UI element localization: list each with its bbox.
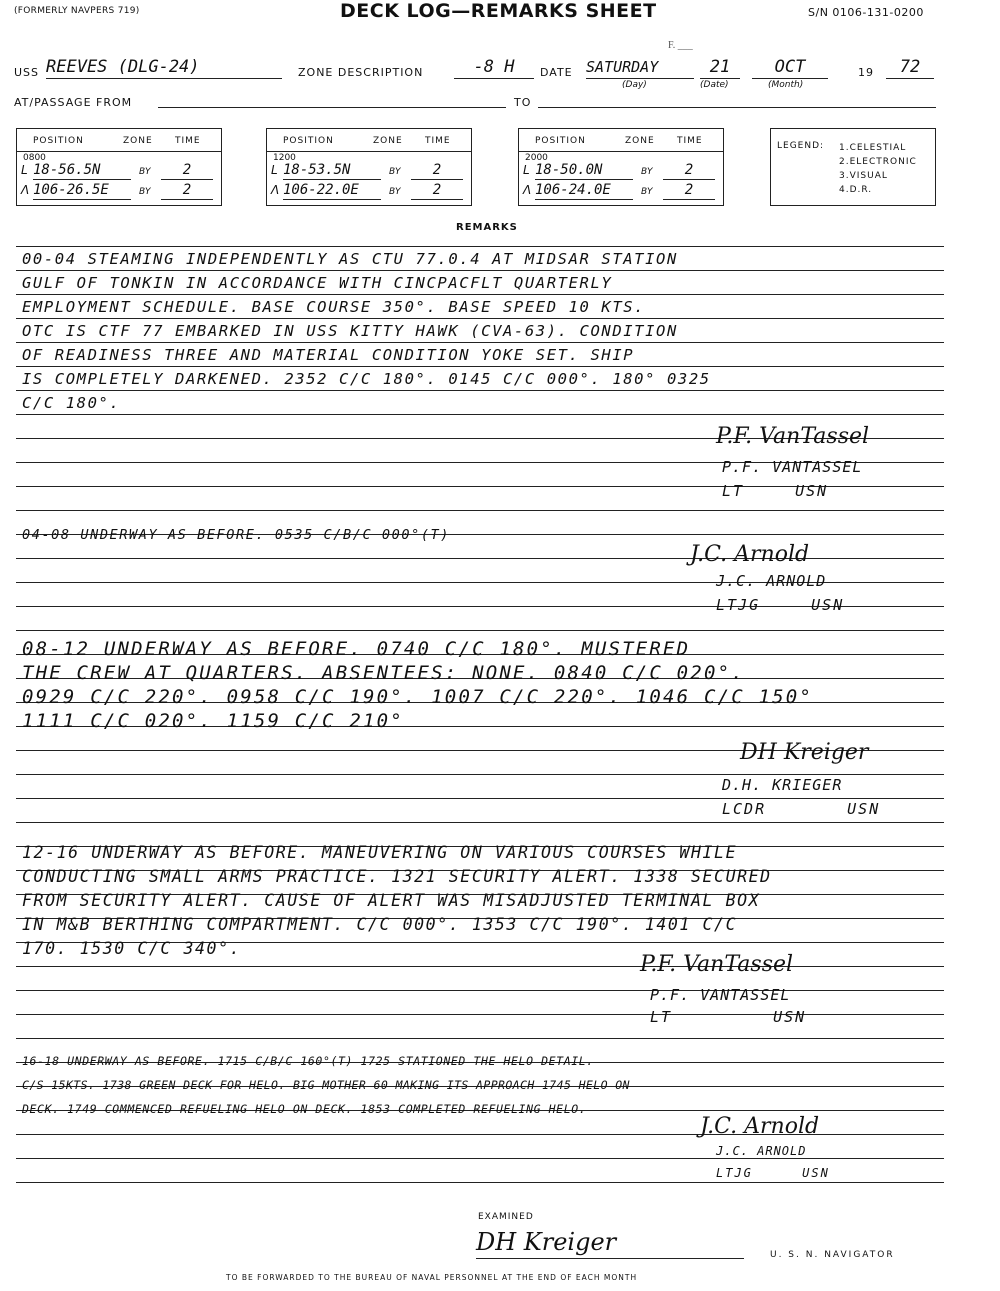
legend-list xyxy=(839,141,917,197)
remark-line: 00-04 STEAMING INDEPENDENTLY AS CTU 77.0.4 AT MIDSAR STATION xyxy=(22,250,678,268)
examined-label: EXAMINED xyxy=(478,1212,534,1222)
day-caption: (Day) xyxy=(622,80,647,90)
latitude-zone: 2 xyxy=(161,161,213,180)
position-box-1200 xyxy=(266,128,472,206)
remark-line: FROM SECURITY ALERT. CAUSE OF ALERT WAS MISADJUSTED TERMINAL BOX xyxy=(22,891,761,910)
navigator-signature: DH Kreiger xyxy=(476,1228,744,1259)
legend-item: 3.VISUAL xyxy=(839,171,888,181)
latitude-row: L 18-50.0N BY 2 xyxy=(523,161,719,179)
ruled-line xyxy=(16,1182,944,1183)
officer-signature: DH Kreiger xyxy=(740,740,869,765)
remark-line: CONDUCTING SMALL ARMS PRACTICE. 1321 SECURITY ALERT. 1338 SECURED xyxy=(22,867,772,886)
remarks-heading: REMARKS xyxy=(456,222,518,233)
ruled-line xyxy=(16,774,944,775)
legend-box xyxy=(770,128,936,206)
month-field: OCT xyxy=(752,56,828,79)
ruled-line xyxy=(16,246,944,247)
officer-name: D.H. KRIEGER xyxy=(722,776,843,794)
ruled-line xyxy=(16,342,944,343)
remark-line: IN M&B BERTHING COMPARTMENT. C/C 000°. 1353 C/C 190°. 1401 C/C xyxy=(22,915,738,934)
passage-to-line xyxy=(538,106,936,108)
remark-line: 08-12 UNDERWAY AS BEFORE. 0740 C/C 180°. MUSTERED xyxy=(22,638,691,660)
officer-signature: P.F. VanTassel xyxy=(640,952,794,977)
legend-item: 2.ELECTRONIC xyxy=(839,157,917,167)
position-box-header: POSITION ZONE TIME xyxy=(17,129,221,152)
remark-line: 04-08 UNDERWAY AS BEFORE. 0535 C/B/C 000°(T) xyxy=(22,527,451,543)
position-box-header: POSITION ZONE TIME xyxy=(267,129,471,152)
ruled-line xyxy=(16,1158,944,1159)
ship-name-field: REEVES (DLG-24) xyxy=(46,56,282,79)
ruled-line xyxy=(16,270,944,271)
date-caption: (Date) xyxy=(700,80,729,90)
year-field: 72 xyxy=(886,56,934,79)
position-box-0800 xyxy=(16,128,222,206)
passage-to-label: TO xyxy=(514,96,532,109)
ruled-line xyxy=(16,1038,944,1039)
officer-name: J.C. ARNOLD xyxy=(716,1144,807,1158)
remark-line: 0929 C/C 220°. 0958 C/C 190°. 1007 C/C 220°. 1046 C/C 150° xyxy=(22,686,814,708)
ruled-line xyxy=(16,414,944,415)
latitude-zone: 2 xyxy=(663,161,715,180)
latitude-value: 18-50.0N xyxy=(535,161,633,180)
longitude-zone: 2 xyxy=(663,181,715,200)
ruled-line xyxy=(16,822,944,823)
officer-name: J.C. ARNOLD xyxy=(716,572,827,590)
ruled-line xyxy=(16,318,944,319)
remark-line: 1111 C/C 020°. 1159 C/C 210° xyxy=(22,710,404,732)
legend-title: LEGEND: xyxy=(777,141,825,151)
uss-label: USS xyxy=(14,66,40,79)
remark-line: 170. 1530 C/C 340°. xyxy=(22,939,242,958)
zone-description-label: ZONE DESCRIPTION xyxy=(298,66,424,79)
date-field: 21 xyxy=(700,56,740,79)
ruled-line xyxy=(16,294,944,295)
latitude-row: L 18-56.5N BY 2 xyxy=(21,161,217,179)
officer-rank: LT USN xyxy=(650,1008,807,1026)
ruled-line xyxy=(16,966,944,967)
remark-line: C/S 15KTS. 1738 GREEN DECK FOR HELO. BIG MOTHER 60 MAKING ITS APPROACH 1745 HELO ON xyxy=(22,1078,630,1092)
legend-item: 1.CELESTIAL xyxy=(839,143,907,153)
passage-from-line xyxy=(158,106,506,108)
latitude-value: 18-53.5N xyxy=(283,161,381,180)
longitude-value: 106-26.5E xyxy=(33,181,131,200)
officer-rank: LCDR USN xyxy=(722,800,881,818)
longitude-row: Λ 106-24.0E BY 2 xyxy=(523,181,719,199)
zone-description-field: -8 H xyxy=(454,56,534,79)
latitude-zone: 2 xyxy=(411,161,463,180)
position-box-header: POSITION ZONE TIME xyxy=(519,129,723,152)
remark-line: GULF OF TONKIN IN ACCORDANCE WITH CINCPACFLT QUARTERLY xyxy=(22,274,613,292)
remark-line: 16-18 UNDERWAY AS BEFORE. 1715 C/B/C 160°(T) 1725 STATIONED THE HELO DETAIL. xyxy=(22,1054,594,1068)
longitude-zone: 2 xyxy=(411,181,463,200)
year-prefix: 19 xyxy=(858,66,874,79)
form-number: (FORMERLY NAVPERS 719) xyxy=(14,6,140,16)
stock-number: S/N 0106-131-0200 xyxy=(808,6,924,19)
remark-line: THE CREW AT QUARTERS. ABSENTEES: NONE. 0840 C/C 020°. xyxy=(22,662,745,684)
ruled-line xyxy=(16,366,944,367)
ruled-line xyxy=(16,510,944,511)
remark-line: DECK. 1749 COMMENCED REFUELING HELO ON DECK. 1853 COMPLETED REFUELING HELO. xyxy=(22,1102,587,1116)
remark-line: EMPLOYMENT SCHEDULE. BASE COURSE 350°. BASE SPEED 10 KTS. xyxy=(22,298,646,316)
remark-line: C/C 180°. xyxy=(22,394,121,412)
position-time: 0800 xyxy=(23,153,46,163)
page-title: DECK LOG—REMARKS SHEET xyxy=(340,0,657,22)
date-label: DATE xyxy=(540,66,573,79)
officer-name: P.F. VANTASSEL xyxy=(650,986,791,1004)
date-stamp: F. ___ xyxy=(668,40,693,51)
remark-line: IS COMPLETELY DARKENED. 2352 C/C 180°. 0145 C/C 000°. 180° 0325 xyxy=(22,370,711,388)
navigator-label: U. S. N. NAVIGATOR xyxy=(770,1250,895,1260)
ruled-line xyxy=(16,798,944,799)
longitude-zone: 2 xyxy=(161,181,213,200)
remark-line: OTC IS CTF 77 EMBARKED IN USS KITTY HAWK (CVA-63). CONDITION xyxy=(22,322,678,340)
officer-signature: J.C. Arnold xyxy=(690,542,810,567)
footer-note: TO BE FORWARDED TO THE BUREAU OF NAVAL PERSONNEL AT THE END OF EACH MONTH xyxy=(226,1273,638,1282)
longitude-row: Λ 106-26.5E BY 2 xyxy=(21,181,217,199)
officer-rank: LTJG USN xyxy=(716,596,845,614)
position-time: 1200 xyxy=(273,153,296,163)
officer-rank: LT USN xyxy=(722,482,829,500)
officer-signature: J.C. Arnold xyxy=(700,1114,820,1139)
longitude-value: 106-22.0E xyxy=(283,181,381,200)
legend-item: 4.D.R. xyxy=(839,185,873,195)
officer-signature: P.F. VanTassel xyxy=(716,424,870,449)
ruled-line xyxy=(16,390,944,391)
ruled-line xyxy=(16,630,944,631)
position-time: 2000 xyxy=(525,153,548,163)
officer-name: P.F. VANTASSEL xyxy=(722,458,863,476)
day-field: SATURDAY xyxy=(586,56,694,79)
ruled-line xyxy=(16,990,944,991)
longitude-value: 106-24.0E xyxy=(535,181,633,200)
latitude-row: L 18-53.5N BY 2 xyxy=(271,161,467,179)
position-box-2000 xyxy=(518,128,724,206)
passage-from-label: AT/PASSAGE FROM xyxy=(14,96,133,109)
longitude-row: Λ 106-22.0E BY 2 xyxy=(271,181,467,199)
month-caption: (Month) xyxy=(768,80,804,90)
latitude-value: 18-56.5N xyxy=(33,161,131,180)
remark-line: 12-16 UNDERWAY AS BEFORE. MANEUVERING ON VARIOUS COURSES WHILE xyxy=(22,843,738,862)
remark-line: OF READINESS THREE AND MATERIAL CONDITION YOKE SET. SHIP xyxy=(22,346,635,364)
officer-rank: LTJG USN xyxy=(716,1166,830,1180)
